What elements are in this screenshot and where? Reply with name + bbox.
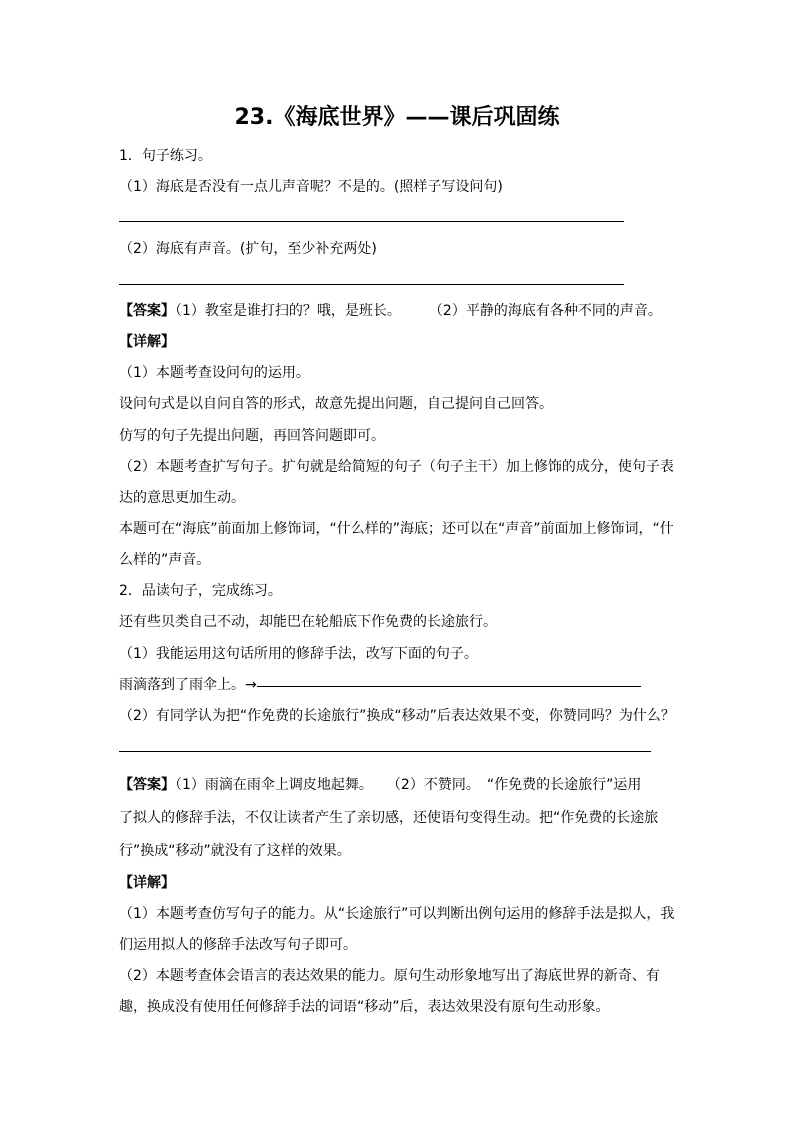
detail-2-line: （1）本题考查仿写句子的能力。从“长途旅行”可以判断出例句运用的修辞手法是拟人，我	[119, 906, 675, 922]
question-1-sub1: （1）海底是否没有一点儿声音呢？不是的。(照样子写设问句)	[119, 179, 503, 195]
answer-blank-line-3	[257, 686, 641, 687]
question-1-sub2: （2）海底有声音。(扩句，至少补充两处)	[119, 241, 377, 257]
answer-blank-line-1	[119, 221, 624, 222]
answer-2-row	[119, 775, 641, 795]
detail-1-line: （1）本题考查设问句的运用。	[119, 365, 310, 381]
detail-1-line: （2）本题考查扩写句子。扩句就是给简短的句子（句子主干）加上修饰的成分，使句子表	[119, 459, 674, 475]
answer-1-part1: （1）教室是谁打扫的？哦，是班长。	[175, 303, 401, 319]
detail-1-line: 么样的”声音。	[119, 552, 211, 568]
detail-1-line: 设问句式是以自问自答的形式，故意先提出问题，自己提问自己回答。	[119, 396, 553, 412]
page-title: 23.《海底世界》——课后巩固练	[234, 105, 560, 130]
question-2-sub1: （1）我能运用这句话所用的修辞手法，改写下面的句子。	[119, 646, 478, 662]
detail-2-line: （2）本题考查体会语言的表达效果的能力。原句生动形象地写出了海底世界的新奇、有	[119, 968, 660, 984]
detail-tag: 【详解】	[119, 334, 175, 350]
detail-1-line: 本题可在“海底”前面加上修饰词，“什么样的”海底；还可以在“声音”前面加上修饰词，“什	[119, 521, 674, 537]
answer-1-part2: （2）平静的海底有各种不同的声音。	[428, 303, 662, 319]
question-2-sentence: 还有些贝类自己不动，却能巴在轮船底下作免费的长途旅行。	[119, 614, 497, 630]
answer-2-line: 行”换成“移动”就没有了这样的效果。	[119, 843, 351, 859]
answer-blank-line-4	[119, 751, 651, 752]
answer-tag: 【答案】	[119, 777, 175, 793]
answer-tag: 【答案】	[119, 303, 175, 319]
detail-2-line: 趣，换成没有使用任何修辞手法的词语“移动”后，表达效果没有原句生动形象。	[119, 999, 610, 1015]
detail-tag: 【详解】	[119, 875, 175, 891]
answer-2-line: （1）雨滴在雨伞上调皮地起舞。 （2）不赞同。 “作免费的长途旅行”运用	[175, 777, 642, 793]
rewrite-prompt: 雨滴落到了雨伞上。→	[119, 677, 257, 693]
answer-1-row	[119, 301, 662, 321]
question-2-sub2: （2）有同学认为把“作免费的长途旅行”换成“移动”后表达效果不变，你赞同吗？为什么？	[119, 708, 675, 724]
answer-2-line: 了拟人的修辞手法，不仅让读者产生了亲切感，还使语句变得生动。把“作免费的长途旅	[119, 810, 659, 826]
detail-1-line: 达的意思更加生动。	[119, 490, 245, 506]
question-2-sub1-prompt-row	[119, 675, 641, 695]
answer-blank-line-2	[119, 284, 624, 285]
detail-1-line: 仿写的句子先提出问题，再回答问题即可。	[119, 428, 385, 444]
detail-2-line: 们运用拟人的修辞手法改写句子即可。	[119, 937, 357, 953]
question-1-heading: 1．句子练习。	[119, 148, 212, 164]
question-2-heading: 2．品读句子，完成练习。	[119, 583, 282, 599]
